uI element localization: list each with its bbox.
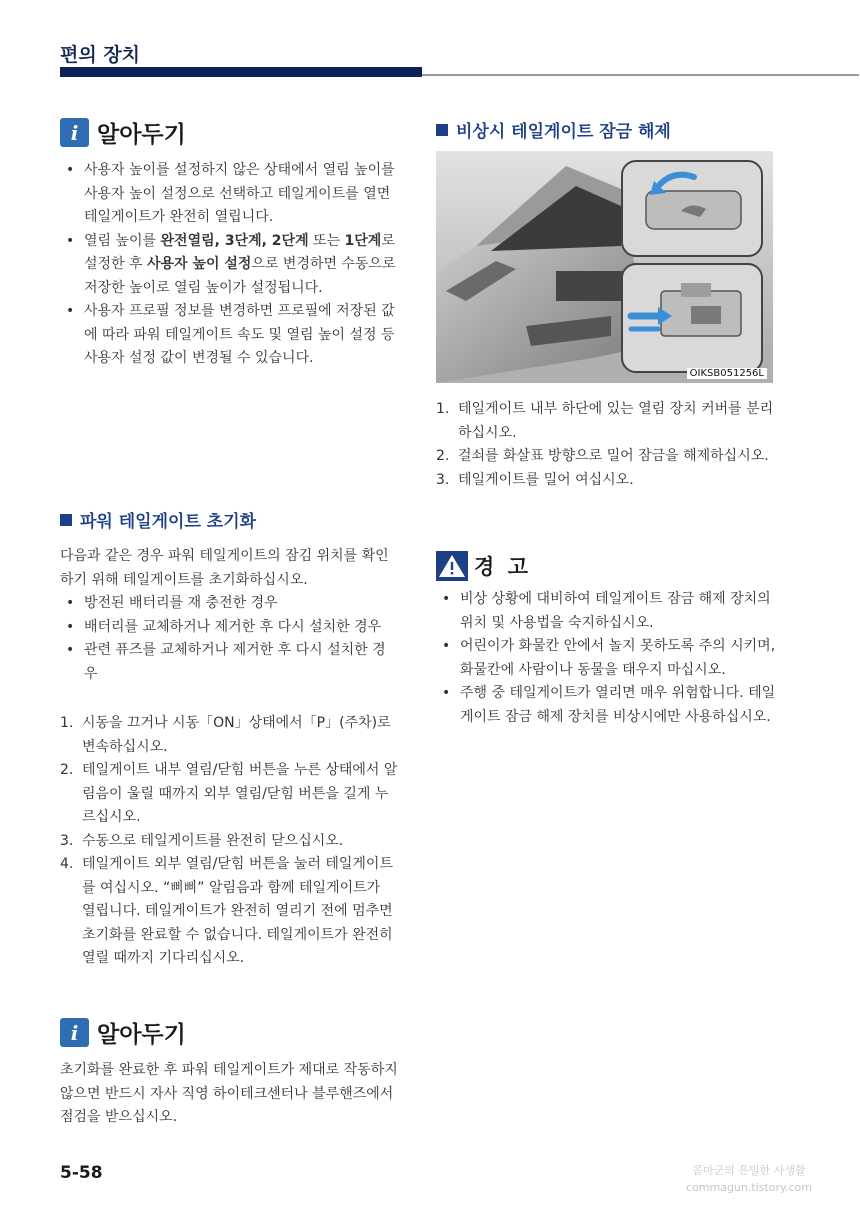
note-bullet-list: [60, 159, 398, 371]
warning-label: 경 고: [474, 555, 531, 579]
note-heading-2: [60, 1016, 186, 1049]
step-text: 테일게이트 내부 열림/닫힘 버튼을 누른 상태에서 알림음이 울릴 때까지 외부 열림/닫힘 버튼을 길게 누르십시오.: [82, 762, 398, 825]
text-segment: 사용자 높이 설정: [147, 256, 252, 272]
reset-step-list: [60, 712, 398, 971]
note-body: [60, 159, 398, 371]
text-segment: 완전열림, 3단계, 2단계: [160, 232, 309, 249]
watermark: [686, 1162, 812, 1196]
list-item: • 관련 퓨즈를 교체하거나 제거한 후 다시 설치한 경우: [60, 639, 398, 686]
list-item: [60, 159, 398, 230]
figure-illustration: [436, 151, 773, 383]
step-number: 4.: [60, 856, 74, 872]
emergency-body: [436, 398, 776, 492]
list-item: • 주행 중 테일게이트가 열리면 매우 위험합니다. 테일게이트 잠금 해제 장치를 비상시에만 사용하십시오.: [436, 682, 776, 729]
step-number: 1.: [60, 715, 74, 731]
tailgate-release-figure: [436, 151, 773, 383]
text-segment: 또는: [308, 232, 345, 249]
step-number: 2.: [436, 448, 450, 464]
text-segment: 사용자 프로필 정보를 변경하면 프로필에 저장된 값에 따라 파워 테일게이트 속도 및 열림 높이 설정 등 사용자 설정 값이 변경될 수 있습니다.: [84, 303, 395, 366]
watermark-line: 콤마군의 은밀한 사생활: [692, 1164, 806, 1177]
step-item: [60, 830, 398, 854]
reset-intro: 다음과 같은 경우 파워 테일게이트의 잠김 위치를 확인하기 위해 테일게이트를 초기화하십시오.: [60, 548, 389, 588]
page-header-title: 편의 장치: [60, 44, 141, 66]
step-item: [60, 759, 398, 830]
list-item: • 배터리를 교체하거나 제거한 후 다시 설치한 경우: [60, 616, 398, 640]
section-heading: [60, 507, 256, 532]
text-segment: 로 설정한 후: [84, 232, 395, 272]
list-item: • 방전된 배터리를 재 충전한 경우: [60, 592, 398, 616]
warning-bullet-list: [436, 588, 776, 729]
watermark-line: commagun.tistory.com: [686, 1181, 812, 1194]
reset-condition-list: [60, 592, 398, 686]
step-text: 걸쇠를 화살표 방향으로 밀어 잠금을 해제하십시오.: [458, 448, 769, 464]
step-text: 테일게이트를 밀어 여십시오.: [458, 471, 634, 488]
step-text: 수동으로 테일게이트를 완전히 닫으십시오.: [82, 832, 344, 849]
list-item: [60, 230, 398, 301]
list-item: • 어린이가 화물칸 안에서 놀지 못하도록 주의 시키며, 화물칸에 사람이나 동물을 태우지 마십시오.: [436, 635, 776, 682]
step-item: [436, 445, 776, 469]
header-rule-dark: [60, 67, 422, 77]
info-icon: i: [60, 1018, 89, 1047]
step-item: [436, 469, 776, 493]
step-item: [60, 712, 398, 759]
warning-body: [436, 588, 776, 729]
list-item: • 비상 상황에 대비하여 테일게이트 잠금 해제 장치의 위치 및 사용법을 숙지하십시오.: [436, 588, 776, 635]
info-icon: i: [60, 118, 89, 147]
section-square-icon: [436, 124, 448, 136]
note-label-2: 알아두기: [97, 1022, 186, 1048]
warning-triangle-icon: [436, 551, 468, 581]
section-heading-emergency: [436, 117, 671, 142]
text-segment: 열림 높이를: [84, 232, 161, 249]
note-body-2: [60, 1059, 398, 1130]
step-item: [436, 398, 776, 445]
text-segment: 으로 변경하면 수동으로 저장한 높이로 열림 높이가 설정됩니다.: [84, 256, 396, 296]
step-number: 1.: [436, 401, 450, 417]
step-text: 시동을 끄거나 시동「ON」상태에서「P」(주차)로 변속하십시오.: [82, 715, 391, 755]
text-segment: 1단계: [344, 232, 382, 249]
step-number: 3.: [436, 471, 450, 488]
figure-code: OIKSB051256L: [687, 368, 767, 379]
header-rule-gray: [422, 74, 859, 76]
note-heading: [60, 116, 186, 149]
step-text: 테일게이트 외부 열림/닫힘 버튼을 눌러 테일게이트를 여십시오. “삐삐” 알림음과 함께 테일게이트가 열립니다. 테일게이트가 완전히 열리기 전에 멈추면 초기화를 완료할 수 없습니다. 테일게이트가 완전히 열릴 때까지 기다리십시오.: [82, 856, 393, 966]
step-number: 3.: [60, 832, 74, 849]
page-number: 5-58: [60, 1163, 103, 1183]
section-square-icon: [60, 514, 72, 526]
section-title-emergency: 비상시 테일게이트 잠금 해제: [456, 122, 671, 142]
step-item: [60, 853, 398, 971]
step-text: 테일게이트 내부 하단에 있는 열림 장치 커버를 분리하십시오.: [458, 401, 774, 441]
emergency-step-list: [436, 398, 776, 492]
note2-text: 초기화를 완료한 후 파워 테일게이트가 제대로 작동하지 않으면 반드시 자사 직영 하이테크센터나 블루핸즈에서 점검을 받으십시오.: [60, 1062, 398, 1125]
step-number: 2.: [60, 762, 74, 778]
section-title: 파워 테일게이트 초기화: [80, 512, 257, 532]
note-label: 알아두기: [97, 122, 186, 148]
reset-body: [60, 545, 398, 971]
warning-heading: [436, 551, 531, 581]
text-segment: 사용자 높이를 설정하지 않은 상태에서 열림 높이를 사용자 높이 설정으로 선택하고 테일게이트를 열면 테일게이트가 완전히 열립니다.: [84, 162, 395, 225]
list-item: [60, 300, 398, 371]
